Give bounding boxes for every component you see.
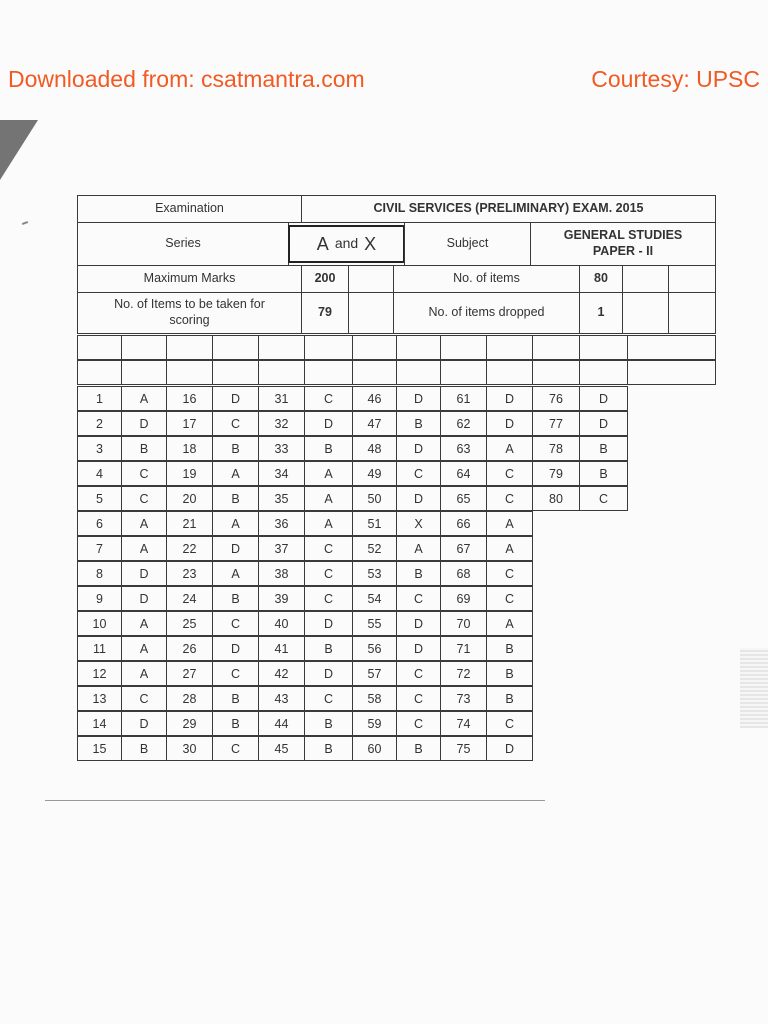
max-marks-value: 200 [301, 265, 349, 293]
answer-key: C [121, 686, 167, 711]
answer-key: C [212, 736, 259, 761]
answer-key: A [121, 611, 167, 636]
answer-key: B [486, 686, 533, 711]
subject-value [530, 222, 716, 266]
question-number: 80 [532, 486, 580, 511]
question-number: 79 [532, 461, 580, 486]
answer-key: A [121, 661, 167, 686]
answer-key: D [121, 411, 167, 436]
question-number: 77 [532, 411, 580, 436]
question-number: 28 [166, 686, 213, 711]
question-number: 10 [77, 611, 122, 636]
question-number: 60 [352, 736, 397, 761]
answer-key: D [212, 636, 259, 661]
answer-key: C [486, 461, 533, 486]
question-number: 44 [258, 711, 305, 736]
answer-key: B [212, 436, 259, 461]
scan-edge-noise [740, 648, 768, 728]
answer-key: B [486, 661, 533, 686]
question-number: 56 [352, 636, 397, 661]
answer-key: D [121, 561, 167, 586]
answer-key: D [486, 736, 533, 761]
answer-key: B [396, 561, 441, 586]
question-number: 69 [440, 586, 487, 611]
question-number: 78 [532, 436, 580, 461]
question-number: 47 [352, 411, 397, 436]
answer-key: D [396, 636, 441, 661]
question-number: 1 [77, 386, 122, 411]
blank-cell [579, 335, 628, 360]
question-number: 15 [77, 736, 122, 761]
examination-value: CIVIL SERVICES (PRELIMINARY) EXAM. 2015 [301, 195, 716, 223]
question-number: 43 [258, 686, 305, 711]
answer-key: C [304, 686, 353, 711]
answer-key: D [486, 386, 533, 411]
answer-key: A [121, 636, 167, 661]
answer-key: B [579, 436, 628, 461]
answer-key: C [212, 661, 259, 686]
answer-key: C [212, 611, 259, 636]
question-number: 58 [352, 686, 397, 711]
question-number: 59 [352, 711, 397, 736]
question-number: 2 [77, 411, 122, 436]
question-number: 55 [352, 611, 397, 636]
answer-key: B [579, 461, 628, 486]
question-number: 31 [258, 386, 305, 411]
max-marks-label: Maximum Marks [77, 265, 302, 293]
question-number: 53 [352, 561, 397, 586]
answer-key: C [304, 586, 353, 611]
question-number: 54 [352, 586, 397, 611]
series-a: A [316, 233, 329, 254]
question-number: 36 [258, 511, 305, 536]
question-number: 49 [352, 461, 397, 486]
empty-cell [348, 292, 394, 334]
blank-cell [258, 360, 305, 385]
question-number: 14 [77, 711, 122, 736]
scoring-label: No. of Items to be taken for scoring [77, 292, 302, 334]
answer-key: B [304, 436, 353, 461]
answer-key: B [212, 711, 259, 736]
question-number: 32 [258, 411, 305, 436]
answer-key: A [121, 536, 167, 561]
question-number: 17 [166, 411, 213, 436]
answer-key: D [304, 611, 353, 636]
question-number: 66 [440, 511, 487, 536]
question-number: 24 [166, 586, 213, 611]
answer-key: A [304, 486, 353, 511]
blank-cell [486, 335, 533, 360]
answer-key: X [396, 511, 441, 536]
dropped-label: No. of items dropped [393, 292, 580, 334]
answer-key: C [121, 461, 167, 486]
series-and: and [334, 235, 359, 252]
question-number: 57 [352, 661, 397, 686]
answer-key: C [396, 661, 441, 686]
question-number: 62 [440, 411, 487, 436]
blank-cell [304, 335, 353, 360]
blank-cell [212, 335, 259, 360]
answer-key: B [212, 686, 259, 711]
answer-key: C [396, 686, 441, 711]
question-number: 73 [440, 686, 487, 711]
answer-key: A [486, 611, 533, 636]
question-number: 41 [258, 636, 305, 661]
question-number: 21 [166, 511, 213, 536]
question-number: 64 [440, 461, 487, 486]
items-label: No. of items [393, 265, 580, 293]
empty-cell [622, 292, 669, 334]
question-number: 61 [440, 386, 487, 411]
question-number: 70 [440, 611, 487, 636]
answer-key: B [304, 711, 353, 736]
question-number: 19 [166, 461, 213, 486]
empty-cell [348, 265, 394, 293]
question-number: 39 [258, 586, 305, 611]
answer-key: C [579, 486, 628, 511]
question-number: 6 [77, 511, 122, 536]
series-value [288, 225, 405, 263]
blank-cell [579, 360, 628, 385]
question-number: 30 [166, 736, 213, 761]
answer-key: A [212, 461, 259, 486]
answer-key: B [121, 436, 167, 461]
answer-key: D [121, 711, 167, 736]
blank-cell [304, 360, 353, 385]
answer-key: D [579, 386, 628, 411]
answer-key: C [396, 461, 441, 486]
answer-key: B [486, 636, 533, 661]
question-number: 29 [166, 711, 213, 736]
subject-line-1: GENERAL STUDIES [563, 228, 683, 243]
answer-key: D [304, 411, 353, 436]
blank-cell [396, 360, 441, 385]
question-number: 51 [352, 511, 397, 536]
question-number: 65 [440, 486, 487, 511]
blank-cell [486, 360, 533, 385]
question-number: 13 [77, 686, 122, 711]
answer-key: A [121, 386, 167, 411]
answer-key: C [121, 486, 167, 511]
question-number: 52 [352, 536, 397, 561]
answer-key: B [212, 586, 259, 611]
answer-key: C [304, 536, 353, 561]
question-number: 20 [166, 486, 213, 511]
answer-key: A [486, 536, 533, 561]
question-number: 8 [77, 561, 122, 586]
scan-speck [22, 221, 28, 225]
blank-cell [532, 335, 580, 360]
items-value: 80 [579, 265, 623, 293]
answer-key: A [212, 561, 259, 586]
examination-label: Examination [77, 195, 302, 223]
question-number: 67 [440, 536, 487, 561]
question-number: 45 [258, 736, 305, 761]
question-number: 25 [166, 611, 213, 636]
answer-key: D [212, 536, 259, 561]
question-number: 33 [258, 436, 305, 461]
blank-cell [627, 335, 716, 360]
answer-key: C [486, 486, 533, 511]
question-number: 63 [440, 436, 487, 461]
answer-key: A [396, 536, 441, 561]
answer-key: C [304, 561, 353, 586]
question-number: 12 [77, 661, 122, 686]
question-number: 22 [166, 536, 213, 561]
question-number: 5 [77, 486, 122, 511]
answer-key: A [212, 511, 259, 536]
answer-key: D [396, 386, 441, 411]
blank-cell [258, 335, 305, 360]
series-label: Series [77, 222, 289, 266]
answer-key: D [579, 411, 628, 436]
empty-cell [668, 292, 716, 334]
blank-cell [121, 360, 167, 385]
question-number: 34 [258, 461, 305, 486]
answer-key: D [304, 661, 353, 686]
dropped-value: 1 [579, 292, 623, 334]
series-x: X [364, 233, 377, 254]
question-number: 4 [77, 461, 122, 486]
answer-key: B [212, 486, 259, 511]
subject-line-2: PAPER - II [592, 244, 654, 258]
question-number: 3 [77, 436, 122, 461]
answer-key: D [396, 436, 441, 461]
answer-key: A [486, 511, 533, 536]
question-number: 35 [258, 486, 305, 511]
question-number: 68 [440, 561, 487, 586]
question-number: 18 [166, 436, 213, 461]
question-number: 42 [258, 661, 305, 686]
answer-key: A [304, 461, 353, 486]
blank-cell [532, 360, 580, 385]
scoring-value: 79 [301, 292, 349, 334]
question-number: 72 [440, 661, 487, 686]
answer-key: C [396, 586, 441, 611]
question-number: 16 [166, 386, 213, 411]
blank-cell [77, 335, 122, 360]
question-number: 71 [440, 636, 487, 661]
answer-key: C [396, 711, 441, 736]
blank-cell [121, 335, 167, 360]
answer-key: D [121, 586, 167, 611]
blank-cell [627, 360, 716, 385]
answer-key: A [121, 511, 167, 536]
blank-cell [396, 335, 441, 360]
subject-label: Subject [404, 222, 531, 266]
blank-cell [166, 335, 213, 360]
blank-cell [77, 360, 122, 385]
answer-key: C [486, 561, 533, 586]
blank-cell [440, 360, 487, 385]
courtesy-banner: Courtesy: UPSC [591, 66, 760, 92]
source-banner: Downloaded from: csatmantra.com [8, 66, 365, 92]
answer-key: B [396, 736, 441, 761]
answer-key: A [304, 511, 353, 536]
question-number: 74 [440, 711, 487, 736]
answer-key: D [396, 486, 441, 511]
blank-cell [212, 360, 259, 385]
blank-cell [440, 335, 487, 360]
question-number: 75 [440, 736, 487, 761]
question-number: 37 [258, 536, 305, 561]
question-number: 40 [258, 611, 305, 636]
answer-key: B [304, 636, 353, 661]
question-number: 48 [352, 436, 397, 461]
question-number: 7 [77, 536, 122, 561]
question-number: 38 [258, 561, 305, 586]
answer-key: B [121, 736, 167, 761]
answer-key: C [486, 586, 533, 611]
question-number: 9 [77, 586, 122, 611]
answer-key: D [212, 386, 259, 411]
question-number: 23 [166, 561, 213, 586]
answer-key: C [486, 711, 533, 736]
answer-key: C [304, 386, 353, 411]
answer-key: B [304, 736, 353, 761]
question-number: 76 [532, 386, 580, 411]
answer-key: C [212, 411, 259, 436]
blank-cell [352, 335, 397, 360]
blank-cell [352, 360, 397, 385]
answer-key: D [486, 411, 533, 436]
question-number: 11 [77, 636, 122, 661]
empty-cell [622, 265, 669, 293]
answer-key: D [396, 611, 441, 636]
page-edge-rule [45, 800, 545, 801]
question-number: 26 [166, 636, 213, 661]
blank-cell [166, 360, 213, 385]
answer-key: B [396, 411, 441, 436]
answer-key: A [486, 436, 533, 461]
question-number: 46 [352, 386, 397, 411]
question-number: 27 [166, 661, 213, 686]
scan-shadow [0, 120, 38, 180]
empty-cell [668, 265, 716, 293]
question-number: 50 [352, 486, 397, 511]
